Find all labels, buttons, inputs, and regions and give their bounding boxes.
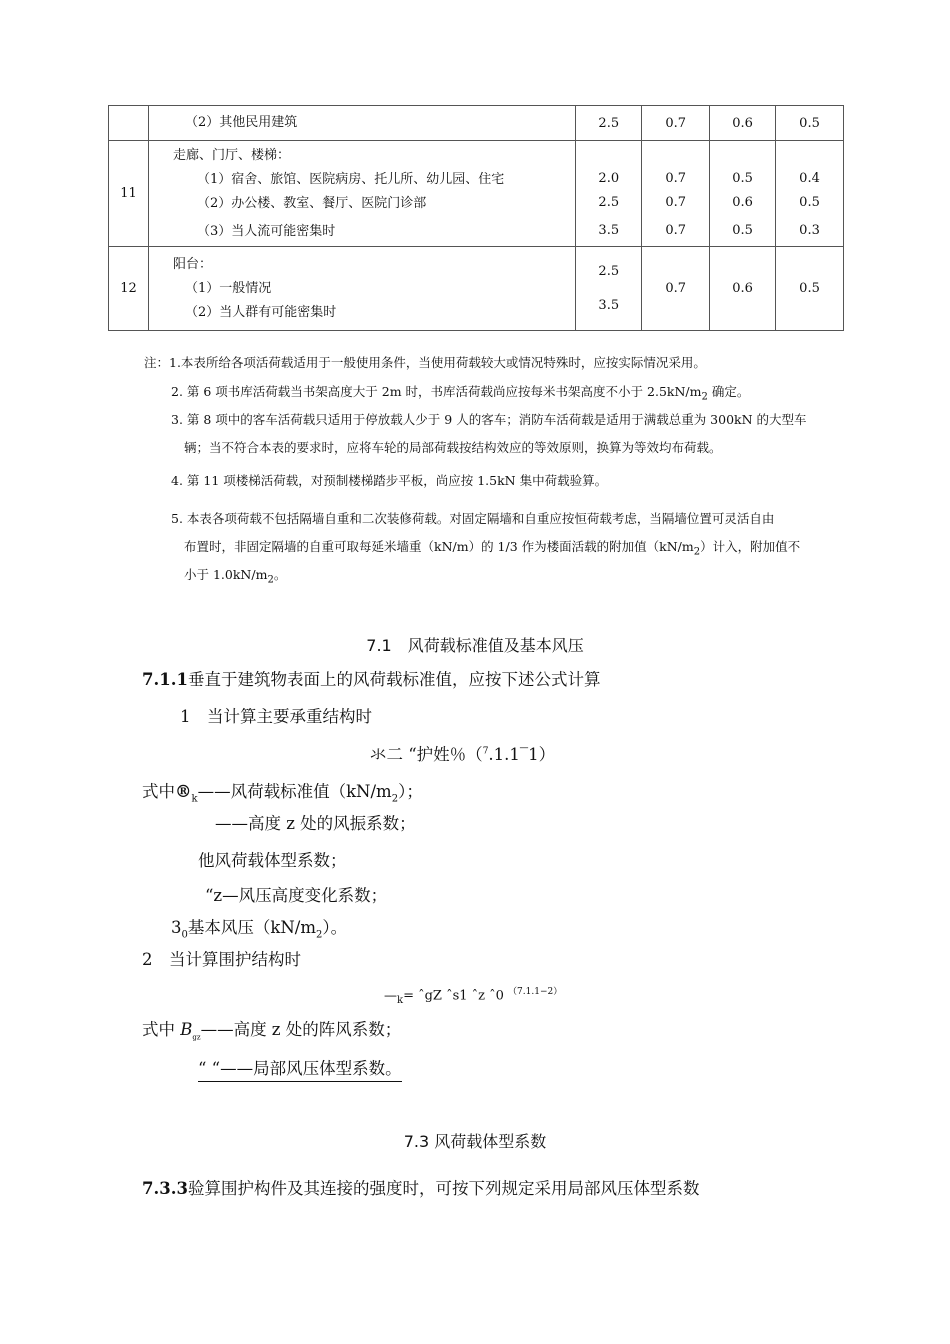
note-3-line-1: 3. 第 8 项中的客车活荷载只适用于停放载人少于 9 人的客车；消防车活荷载是适用于满载总重为 300kN 的大型车 (171, 412, 807, 427)
row-number: 12 (109, 247, 149, 331)
def-sub: 2 (316, 929, 323, 941)
note-text: ）计入，附加值不 (700, 539, 801, 554)
def-text: ）； (398, 782, 423, 801)
load-table (108, 105, 844, 331)
note-sub: 2 (267, 574, 274, 586)
section-heading-7-3: 7.3 风荷载体型系数 (403, 1132, 547, 1151)
def-w0 (171, 914, 347, 940)
value-cell (576, 141, 642, 247)
formula-7-1-1-1 (370, 741, 555, 765)
value: 0.4 (799, 170, 820, 186)
value: 0.5 (732, 222, 753, 238)
def-text: 式中 (142, 782, 175, 801)
def-wk (142, 778, 423, 804)
row-line: （1）宿舍、旅馆、医院病房、托儿所、幼儿园、住宅 (196, 171, 505, 187)
value: 0.5 (732, 170, 753, 186)
value: 3.5 (598, 222, 620, 238)
value-cell: 0.6 (710, 247, 776, 331)
def-mu-z: “z—风压高度变化系数； (205, 886, 388, 905)
row-line: 走廊、门厅、楼梯： (172, 147, 290, 163)
formula-text: — (384, 988, 397, 1004)
value: 0.7 (665, 170, 687, 186)
row-number: 11 (109, 141, 149, 247)
value-cell: 0.5 (776, 106, 844, 141)
value-cell (576, 247, 642, 331)
clause-7-1-1 (142, 666, 600, 690)
value-cell: 0.6 (710, 106, 776, 141)
def-symbol: 3 (171, 918, 182, 937)
value: 3.5 (598, 297, 620, 313)
def-beta-gz (142, 1016, 401, 1041)
note-4: 4. 第 11 项楼梯活荷载，对预制楼梯踏步平板，尚应按 1.5kN 集中荷载验算。 (171, 473, 608, 488)
value: 0.7 (665, 222, 687, 238)
value-cell (710, 141, 776, 247)
value: 2.5 (598, 194, 620, 210)
table-row (109, 106, 844, 141)
note-5-line-3 (184, 564, 286, 592)
note-sub: 2 (701, 391, 708, 403)
row-description (148, 247, 575, 331)
note-text: 2. 第 6 项书库活荷载当书架高度大于 2m 时，书库活荷载尚应按每米书架高度不小于 2.5kN/m (171, 384, 702, 399)
def-sub: k (191, 793, 198, 805)
def-text: ）。 (322, 918, 348, 937)
def-text: ——高度 z 处的阵风系数； (200, 1020, 402, 1039)
def-mu-s: 他风荷载体型系数； (198, 851, 347, 870)
clause-text: 验算围护构件及其连接的强度时，可按下列规定采用局部风压体型系数 (187, 1179, 700, 1198)
value: 0.6 (732, 194, 753, 210)
value-cell: 2.5 (576, 106, 642, 141)
def-mu-sl: “ “——局部风压体型系数。 (198, 1055, 402, 1082)
note-2 (171, 381, 749, 409)
clause-text: 垂直于建筑物表面上的风荷载标准值，应按下述公式计算 (187, 670, 601, 689)
clause-7-3-3 (142, 1175, 699, 1199)
def-sub: gz (192, 1033, 201, 1042)
value: 2.5 (598, 263, 620, 279)
table-row (109, 247, 844, 331)
formula-sup: 7 (482, 746, 489, 757)
formula-sub: k (397, 994, 404, 1006)
value-cell: 0.7 (642, 106, 710, 141)
value-cell: 0.7 (642, 247, 710, 331)
formula-sup: （7.1.1−2） (508, 987, 563, 997)
value: 2.0 (598, 170, 620, 186)
item-2: 2 当计算围护结构时 (142, 950, 301, 969)
def-beta-z: ——高度 z 处的风振系数； (215, 814, 416, 833)
row-line: 阳台： (172, 256, 212, 272)
value-cell (776, 141, 844, 247)
def-symbol: ® (175, 782, 192, 801)
value: 0.5 (799, 194, 820, 210)
value-cell (642, 141, 710, 247)
row-line: （2）办公楼、教室、餐厅、医院门诊部 (196, 195, 427, 211)
formula-text: .1.1‾1） (488, 745, 556, 764)
note-text: 布置时，非固定隔墙的自重可取每延米墙重（kN/m）的 1/3 作为楼面活载的附加值（kN/m (184, 539, 694, 554)
note-5-line-2 (184, 536, 800, 564)
def-sub: 0 (181, 929, 188, 941)
note-sub: 2 (693, 546, 701, 558)
clause-number: 7.3.3 (142, 1179, 188, 1198)
note-text: 小于 1.0kN/m (184, 567, 268, 582)
row-number (109, 106, 149, 141)
def-sub: 2 (391, 793, 399, 805)
row-line: （2）当人群有可能密集时 (184, 304, 337, 320)
item-1: 1 当计算主要承重结构时 (180, 707, 372, 726)
row-description (148, 141, 575, 247)
formula-7-1-1-2 (384, 984, 562, 1006)
note-5-line-1: 5. 本表各项荷载不包括隔墙自重和二次装修荷载。对固定隔墙和自重应按恒荷载考虑，当隔墙位置可灵活自由 (171, 511, 775, 526)
clause-number: 7.1.1 (142, 670, 188, 689)
section-heading-7-1: 7.1 风荷载标准值及基本风压 (366, 636, 584, 655)
def-text: ——风荷载标准值（kN/m (197, 782, 392, 801)
value-cell: 0.5 (776, 247, 844, 331)
note-text: 。 (273, 567, 287, 582)
note-text: 确定。 (707, 384, 750, 399)
row-line: （2）其他民用建筑 (184, 115, 298, 130)
def-symbol: B (180, 1020, 193, 1039)
formula-text: 氺二 “护姓％（ (370, 745, 483, 764)
row-line: （3）当人流可能密集时 (196, 223, 336, 239)
def-text: 式中 (142, 1020, 181, 1039)
formula-text: = ˆgZ ˆs1 ˆz ˆ0 (403, 988, 504, 1004)
row-line: （1）一般情况 (184, 280, 272, 296)
value: 0.3 (799, 222, 820, 238)
value: 0.7 (665, 194, 687, 210)
table-row (109, 141, 844, 247)
def-text: 基本风压（kN/m (187, 918, 317, 937)
note-1: 注：1.本表所给各项活荷载适用于一般使用条件，当使用荷载较大或情况特殊时，应按实际情况采用。 (144, 355, 706, 370)
row-description (148, 106, 575, 141)
note-3-line-2: 辆；当不符合本表的要求时，应将车轮的局部荷载按结构效应的等效原则，换算为等效均布荷载。 (184, 440, 722, 455)
